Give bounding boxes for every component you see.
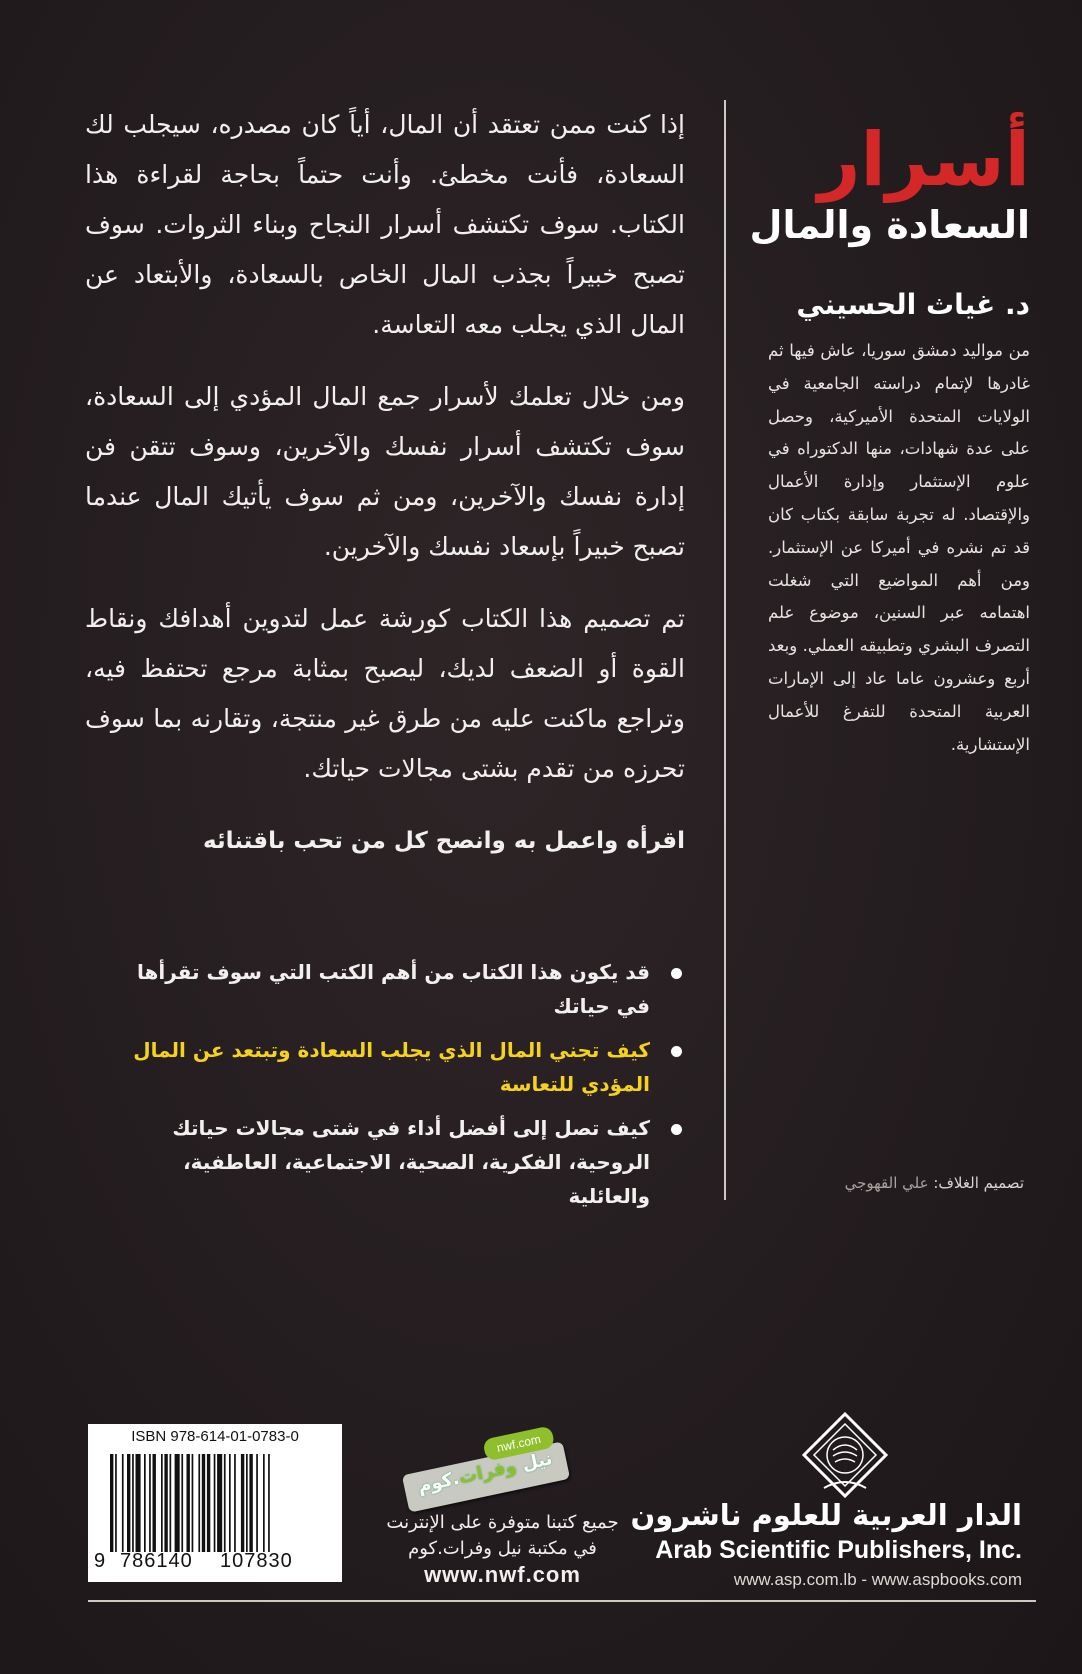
book-subtitle: السعادة والمال <box>749 203 1030 247</box>
list-item-text: كيف تصل إلى أفضل أداء في شتى مجالات حياتك الروحية، الفكرية، الصحية، الاجتماعية، العاطفية، والعائلية <box>172 1116 650 1208</box>
bullet-icon <box>671 968 682 979</box>
publisher-logo-icon <box>800 1410 890 1500</box>
column-divider <box>724 100 726 1200</box>
online-availability <box>370 1510 635 1588</box>
publisher-name-english: Arab Scientific Publishers, Inc. <box>655 1536 1022 1564</box>
barcode-bar <box>234 1454 236 1552</box>
designer-name: علي القهوجي <box>844 1174 929 1192</box>
barcode-bar <box>115 1454 117 1552</box>
nwf-url: www.nwf.com <box>424 1562 581 1587</box>
barcode-bar <box>214 1454 216 1552</box>
author-name: د. غياث الحسيني <box>796 288 1030 321</box>
barcode-bar <box>229 1454 231 1552</box>
barcode-bar <box>217 1454 222 1552</box>
barcode-bar <box>122 1454 124 1552</box>
barcode-bar <box>181 1454 183 1552</box>
barcode-bar <box>268 1454 270 1552</box>
bottom-rule <box>88 1600 1036 1602</box>
barcode-bar <box>175 1454 180 1552</box>
blurb <box>85 100 685 888</box>
barcode-bar <box>187 1454 190 1552</box>
blurb-paragraph-2: ومن خلال تعلمك لأسرار جمع المال المؤدي إلى السعادة، سوف تكتشف أسرار نفسك والآخرين، وسوف تتقن فن إدارة نفسك والآخرين، ومن ثم سوف يأتيك المال عندما تصبح خبيراً بإسعاد نفسك والآخرين. <box>85 382 685 561</box>
list-item-text: كيف تجني المال الذي يجلب السعادة وتبتعد عن المال المؤدي للتعاسة <box>133 1038 650 1096</box>
barcode-bar <box>246 1454 248 1552</box>
barcode-bar <box>170 1454 172 1552</box>
nwf-logo <box>402 1431 570 1512</box>
blurb-closing: اقرأه واعمل به وانصح كل من تحب باقتنائه <box>203 828 685 854</box>
list-item-text: قد يكون هذا الكتاب من أهم الكتب التي سوف تقرأها في حياتك <box>136 960 650 1018</box>
design-credit-label: تصميم الغلاف: <box>933 1174 1024 1192</box>
barcode-bar <box>144 1454 146 1552</box>
barcode-bar <box>207 1454 210 1552</box>
nwf-brand-part: نيل <box>520 1448 555 1475</box>
barcode-bar <box>249 1454 252 1552</box>
nwf-tag: nwf.com <box>482 1425 555 1461</box>
barcode-bar <box>161 1454 163 1552</box>
nwf-brand-part: وفرات <box>456 1455 519 1489</box>
bullet-icon <box>671 1046 682 1057</box>
publisher-websites: www.asp.com.lb - www.aspbooks.com <box>733 1570 1022 1589</box>
cover-design-credit <box>845 1174 1024 1192</box>
highlights-list <box>130 955 690 1223</box>
barcode-bar <box>224 1454 226 1552</box>
barcode-bar <box>136 1454 141 1552</box>
author-bio <box>768 335 1030 761</box>
barcode-bar <box>132 1454 134 1552</box>
barcode-bar <box>263 1454 265 1552</box>
online-line-2: في مكتبة نيل وفرات.كوم <box>408 1538 597 1559</box>
blurb-paragraph-1: إذا كنت ممن تعتقد أن المال، أياً كان مصدره، سيجلب لك السعادة، فأنت مخطئ. وأنت حتماً بحاجة لقراءة هذا الكتاب. سوف تكتشف أسرار النجاح وبناء الثروات. سوف تصبح خبيراً بجذب المال الخاص بالسعادة، والأبتعاد عن المال الذي يجلب معه التعاسة. <box>85 110 685 339</box>
barcode-bars <box>110 1454 320 1552</box>
bullet-icon <box>671 1124 682 1135</box>
barcode-bar <box>256 1454 258 1552</box>
barcode-bar <box>192 1454 194 1552</box>
barcode-bar <box>164 1454 167 1552</box>
nwf-brand-part: .كوم <box>416 1467 462 1498</box>
barcode-bar <box>198 1454 200 1552</box>
barcode <box>88 1424 342 1582</box>
blurb-paragraph-3: تم تصميم هذا الكتاب كورشة عمل لتدوين أهدافك ونقاط القوة أو الضعف لديك، ليصبح بمثابة مرجع تحتفظ فيه، وتراجع ماكنت عليه من طرق غير منتجة، وتقارنه بما سوف تحرزه من تقدم بشتى مجالات حياتك. <box>85 604 685 783</box>
barcode-bar <box>149 1454 151 1552</box>
online-line-1: جميع كتبنا متوفرة على الإنترنت <box>386 1512 619 1533</box>
list-item <box>130 1033 690 1101</box>
publisher-name-arabic: الدار العربية للعلوم ناشرون <box>630 1498 1022 1532</box>
book-title: أسرار <box>817 117 1030 203</box>
barcode-bar <box>241 1454 244 1552</box>
barcode-bar <box>153 1454 156 1552</box>
isbn-number: ISBN 978-614-01-0783-0 <box>131 1428 299 1445</box>
barcode-bar <box>127 1454 130 1552</box>
list-item <box>130 955 690 1023</box>
author-bio-text: من مواليد دمشق سوريا، عاش فيها ثم غادرها لإتمام دراسته الجامعية في الولايات المتحدة الأميركية، وحصل على عدة شهادات، منها الدكتوراه في علوم الإستثمار وإدارة الأعمال والإقتصاد. له تجربة سابقة بكتاب كان قد تم نشره في أميركا عن الإستثمار. ومن أهم المواضيع التي شغلت اهتمامه عبر السنين، موضوع علم التصرف البشري وتطبيقه العملي. وبعد أربع وعشرون عاما عاد إلى الإمارات العربية المتحدة للتفرغ للأعمال الإستشارية. <box>768 341 1030 754</box>
ean-left-group: 786140 <box>120 1550 193 1572</box>
ean-right-group: 107830 <box>220 1550 293 1572</box>
list-item <box>130 1111 690 1213</box>
ean-first-digit: 9 <box>94 1550 107 1572</box>
barcode-bar <box>110 1454 113 1552</box>
barcode-bar <box>202 1454 205 1552</box>
